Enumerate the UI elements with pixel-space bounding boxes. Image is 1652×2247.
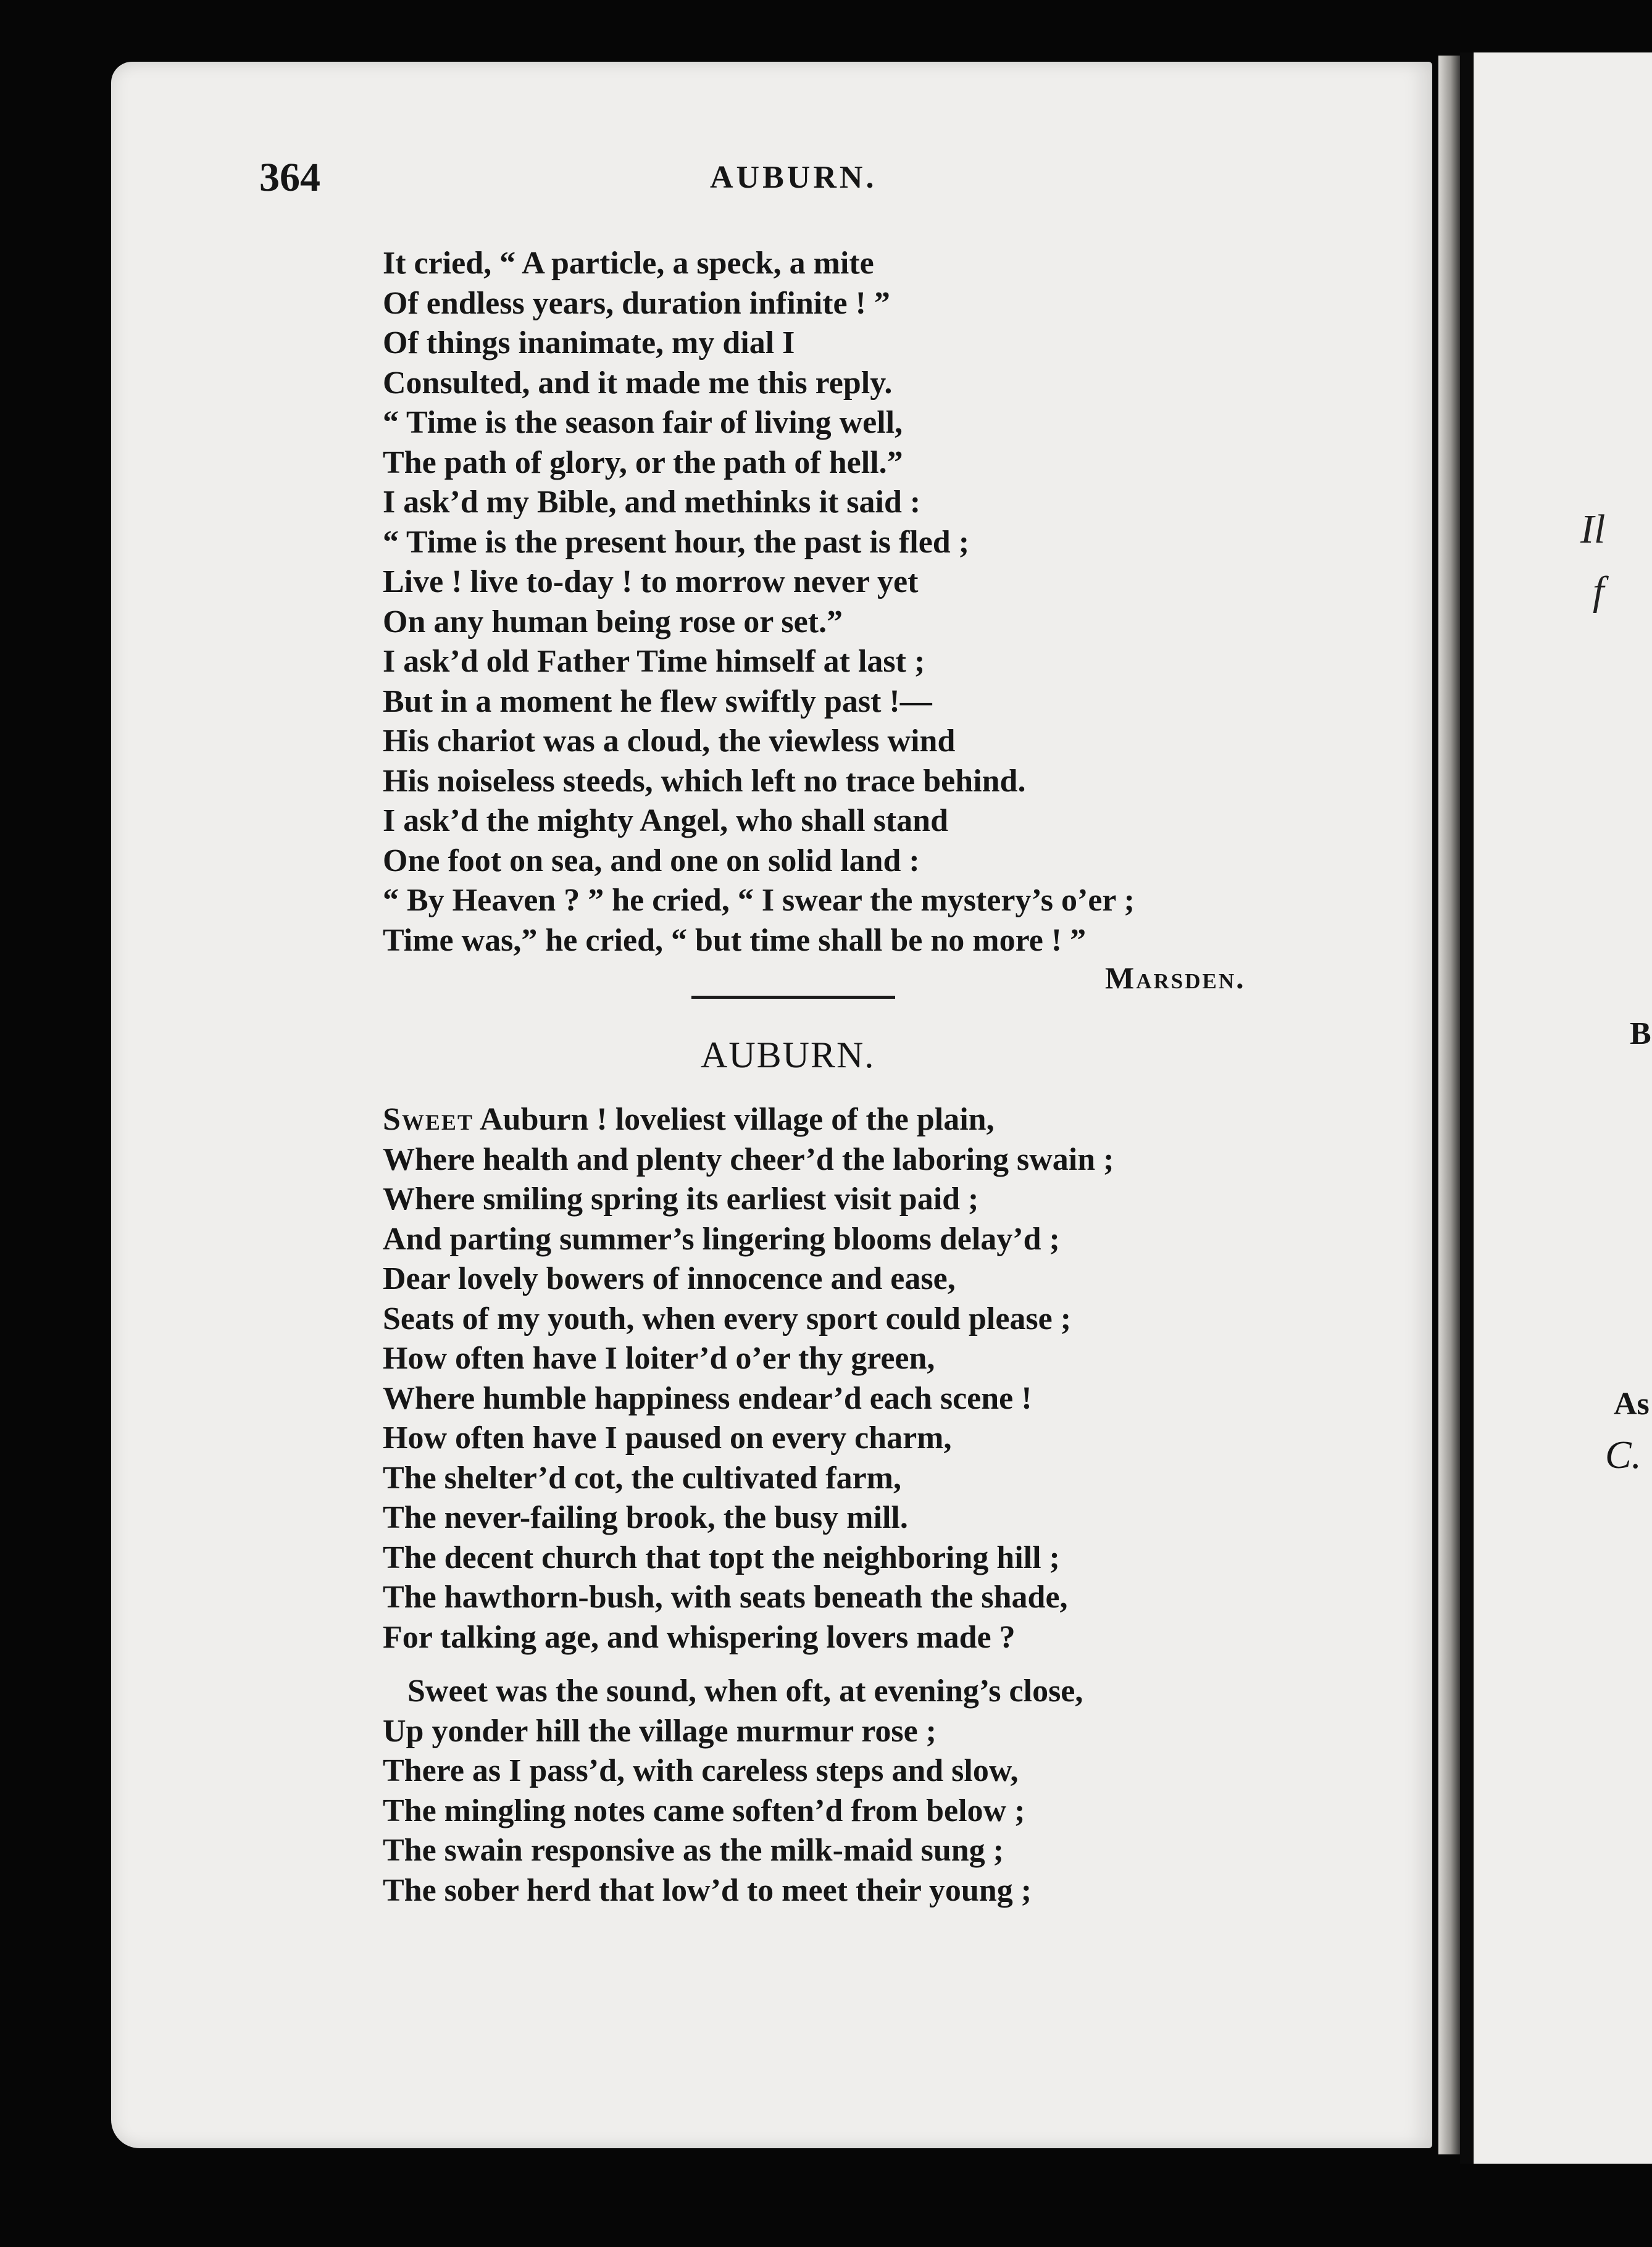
poem-line: Consulted, and it made me this reply. (383, 365, 893, 401)
poem-line: Where smiling spring its earliest visit paid ; (383, 1182, 979, 1217)
poem-line: For talking age, and whispering lovers made ? (383, 1619, 1016, 1655)
poem-line: The shelter’d cot, the cultivated farm, (383, 1460, 901, 1496)
poem-line: How often have I paused on every charm, (383, 1420, 952, 1456)
poem-line: I ask’d old Father Time himself at last ; (383, 644, 925, 679)
poem-line: Where humble happiness endear’d each scene ! (383, 1380, 1032, 1416)
poem-line: His noiseless steeds, which left no trace behind. (383, 763, 1026, 799)
poem-line: On any human being rose or set.” (383, 604, 843, 640)
facing-page-letter: B (1630, 1016, 1651, 1051)
poem-line: Of things inanimate, my dial I (383, 325, 795, 361)
poem-line: Live ! live to-day ! to morrow never yet (383, 564, 919, 599)
poem-line: The hawthorn-bush, with seats beneath the shade, (383, 1580, 1068, 1615)
facing-page-letter: C. (1605, 1433, 1642, 1477)
poem-line: There as I pass’d, with careless steps and slow, (383, 1753, 1019, 1788)
page-number: 364 (259, 155, 320, 200)
poem-first-line (383, 1100, 1114, 1140)
poem-line: The swain responsive as the milk-maid sung ; (383, 1833, 1004, 1868)
poem-one (383, 244, 1135, 961)
poem-line: The mingling notes came soften’d from below ; (383, 1793, 1025, 1828)
poem-line: Seats of my youth, when every sport could please ; (383, 1301, 1072, 1336)
poem-line: “ Time is the present hour, the past is fled ; (383, 524, 970, 560)
facing-page-handwriting: f (1593, 569, 1604, 614)
first-line-text: Auburn ! loveliest village of the plain, (473, 1102, 995, 1137)
book-gutter (1438, 56, 1463, 2154)
poem-title: AUBURN. (701, 1035, 875, 1075)
poem-two-stanza-two (383, 1672, 1083, 1911)
poem-line: The sober herd that low’d to meet their young ; (383, 1872, 1032, 1908)
section-divider (691, 996, 895, 999)
poem-line: Where health and plenty cheer’d the laboring swain ; (383, 1141, 1114, 1177)
poem-line: “ By Heaven ? ” he cried, “ I swear the mystery’s o’er ; (383, 883, 1135, 918)
poem-line: The decent church that topt the neighboring hill ; (383, 1540, 1060, 1575)
poem-line: But in a moment he flew swiftly past !— (383, 683, 932, 719)
poem-line: The never-failing brook, the busy mill. (383, 1500, 908, 1535)
facing-page-letter: As (1614, 1386, 1650, 1422)
poem-line: And parting summer’s lingering blooms delay’d ; (383, 1221, 1060, 1257)
drop-caps-word: Sweet (383, 1102, 473, 1137)
poem-line: I ask’d the mighty Angel, who shall stand (383, 803, 948, 838)
poem-author: Marsden. (1105, 961, 1246, 995)
poem-two-stanza-one (383, 1100, 1114, 1657)
poem-line: His chariot was a cloud, the viewless wind (383, 723, 956, 759)
facing-page-handwriting: Il (1580, 507, 1606, 552)
facing-page (1460, 52, 1652, 2164)
poem-line: Dear lovely bowers of innocence and ease, (383, 1261, 956, 1296)
poem-line: Sweet was the sound, when oft, at evening’s close, (407, 1674, 1083, 1709)
poem-line: Time was,” he cried, “ but time shall be no more ! ” (383, 922, 1087, 958)
poem-line: I ask’d my Bible, and methinks it said : (383, 485, 921, 520)
poem-line: Of endless years, duration infinite ! ” (383, 285, 890, 321)
poem-line: “ Time is the season fair of living well, (383, 405, 903, 440)
running-title: AUBURN. (710, 160, 877, 195)
poem-line: How often have I loiter’d o’er thy green, (383, 1341, 935, 1376)
poem-line: It cried, “ A particle, a speck, a mite (383, 246, 874, 281)
poem-line: Up yonder hill the village murmur rose ; (383, 1713, 937, 1749)
poem-line: One foot on sea, and one on solid land : (383, 843, 920, 878)
poem-line: The path of glory, or the path of hell.” (383, 444, 903, 480)
